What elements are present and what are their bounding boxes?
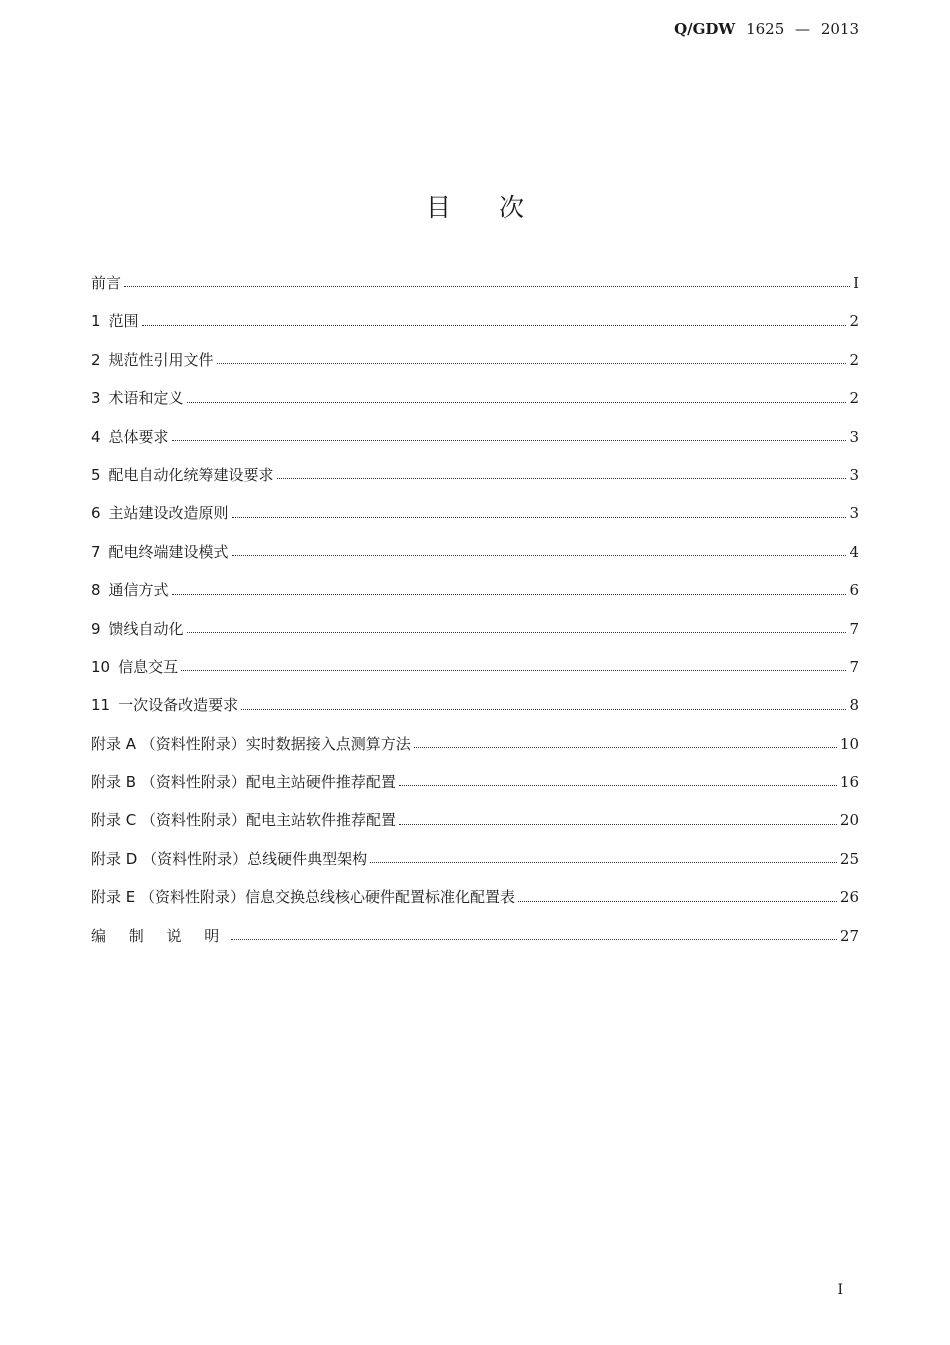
toc-leader (518, 901, 837, 902)
toc-entry-label: 配电自动化统筹建设要求 (108, 465, 274, 484)
toc-entry-label: 附录 B （资料性附录）配电主站硬件推荐配置 (91, 773, 396, 792)
toc-leader (181, 670, 846, 671)
toc-entry-label: 术语和定义 (108, 389, 184, 408)
page-title (0, 188, 950, 224)
toc-entry-appendix-e[interactable] (91, 886, 859, 924)
toc-entry-label: 编 制 说 明 (91, 926, 229, 945)
toc-leader (231, 939, 837, 940)
toc-entry-2[interactable] (91, 349, 859, 387)
toc-entry-page: 4 (849, 542, 859, 561)
toc-entry-label: 主站建设改造原则 (108, 504, 229, 523)
toc-leader (399, 824, 837, 825)
toc-entry-10[interactable] (91, 656, 859, 694)
toc-entry-page: 6 (849, 581, 859, 600)
toc-leader (414, 747, 837, 748)
table-of-contents (91, 272, 859, 963)
toc-entry-label: 通信方式 (108, 581, 169, 600)
standard-number: 1625 (746, 20, 785, 38)
toc-entry-label: 范围 (108, 312, 139, 331)
toc-leader (399, 785, 837, 786)
toc-entry-page: 3 (849, 427, 859, 446)
toc-entry-preface[interactable] (91, 272, 859, 310)
toc-entry-8[interactable] (91, 579, 859, 617)
toc-entry-9[interactable] (91, 618, 859, 656)
toc-leader (232, 555, 847, 556)
toc-entry-label: 附录 E （资料性附录）信息交换总线核心硬件配置标准化配置表 (91, 888, 516, 907)
toc-entry-appendix-b[interactable] (91, 771, 859, 809)
toc-entry-page: 7 (849, 657, 859, 676)
toc-entry-label: 信息交互 (118, 657, 179, 676)
toc-entry-number: 10 (91, 657, 111, 676)
toc-entry-appendix-c[interactable] (91, 809, 859, 847)
standard-dash: — (795, 20, 811, 38)
toc-entry-number: 11 (91, 696, 111, 715)
toc-entry-label: 附录 A （资料性附录）实时数据接入点测算方法 (91, 734, 411, 753)
toc-entry-page: 2 (849, 389, 859, 408)
page-number: I (837, 1282, 843, 1298)
standard-code: Q/GDW (674, 20, 736, 38)
toc-entry-5[interactable] (91, 464, 859, 502)
toc-entry-label: 附录 D （资料性附录）总线硬件典型架构 (91, 849, 368, 868)
toc-entry-6[interactable] (91, 502, 859, 540)
toc-entry-number: 8 (91, 581, 101, 600)
toc-entry-number: 6 (91, 504, 101, 523)
toc-leader (172, 440, 847, 441)
toc-entry-3[interactable] (91, 387, 859, 425)
toc-entry-number: 3 (91, 389, 101, 408)
standard-header (674, 20, 859, 38)
toc-entry-label: 一次设备改造要求 (118, 696, 239, 715)
toc-entry-page: 3 (849, 465, 859, 484)
toc-entry-number: 4 (91, 427, 101, 446)
toc-leader (277, 478, 847, 479)
toc-entry-page: 8 (849, 696, 859, 715)
toc-entry-page: 16 (839, 773, 859, 792)
toc-leader (124, 286, 850, 287)
toc-entry-page: 26 (839, 888, 859, 907)
toc-entry-page: 7 (849, 619, 859, 638)
toc-entry-number: 7 (91, 542, 101, 561)
toc-entry-label: 前言 (91, 274, 122, 292)
toc-leader (232, 517, 847, 518)
standard-year: 2013 (820, 20, 859, 38)
toc-leader (187, 632, 847, 633)
toc-entry-page: 10 (839, 734, 859, 753)
toc-entry-4[interactable] (91, 426, 859, 464)
toc-entry-label: 配电终端建设模式 (108, 542, 229, 561)
toc-entry-label: 规范性引用文件 (108, 350, 214, 369)
page-title-part2: 次 (499, 193, 525, 222)
toc-entry-1[interactable] (91, 310, 859, 348)
toc-entry-page: 2 (849, 350, 859, 369)
toc-leader (187, 402, 847, 403)
toc-entry-appendix-a[interactable] (91, 733, 859, 771)
toc-entry-page: 3 (849, 504, 859, 523)
toc-leader (241, 709, 846, 710)
toc-entry-number: 5 (91, 465, 101, 484)
toc-entry-number: 2 (91, 350, 101, 369)
toc-leader (172, 594, 847, 595)
toc-entry-label: 附录 C （资料性附录）配电主站软件推荐配置 (91, 811, 397, 830)
toc-entry-appendix-d[interactable] (91, 848, 859, 886)
toc-leader (142, 325, 847, 326)
toc-entry-page: 2 (849, 312, 859, 331)
toc-entry-page: I (853, 274, 859, 292)
toc-entry-label: 馈线自动化 (108, 619, 184, 638)
toc-leader (370, 862, 837, 863)
toc-entry-7[interactable] (91, 541, 859, 579)
page-title-part1: 目 (425, 193, 451, 222)
toc-entry-number: 1 (91, 312, 101, 331)
toc-entry-page: 25 (839, 849, 859, 868)
toc-entry-label: 总体要求 (108, 427, 169, 446)
toc-entry-11[interactable] (91, 694, 859, 732)
toc-entry-page: 20 (839, 811, 859, 830)
toc-entry-page: 27 (839, 926, 859, 945)
toc-entry-compilation-notes[interactable] (91, 925, 859, 963)
toc-entry-number: 9 (91, 619, 101, 638)
toc-leader (217, 363, 847, 364)
